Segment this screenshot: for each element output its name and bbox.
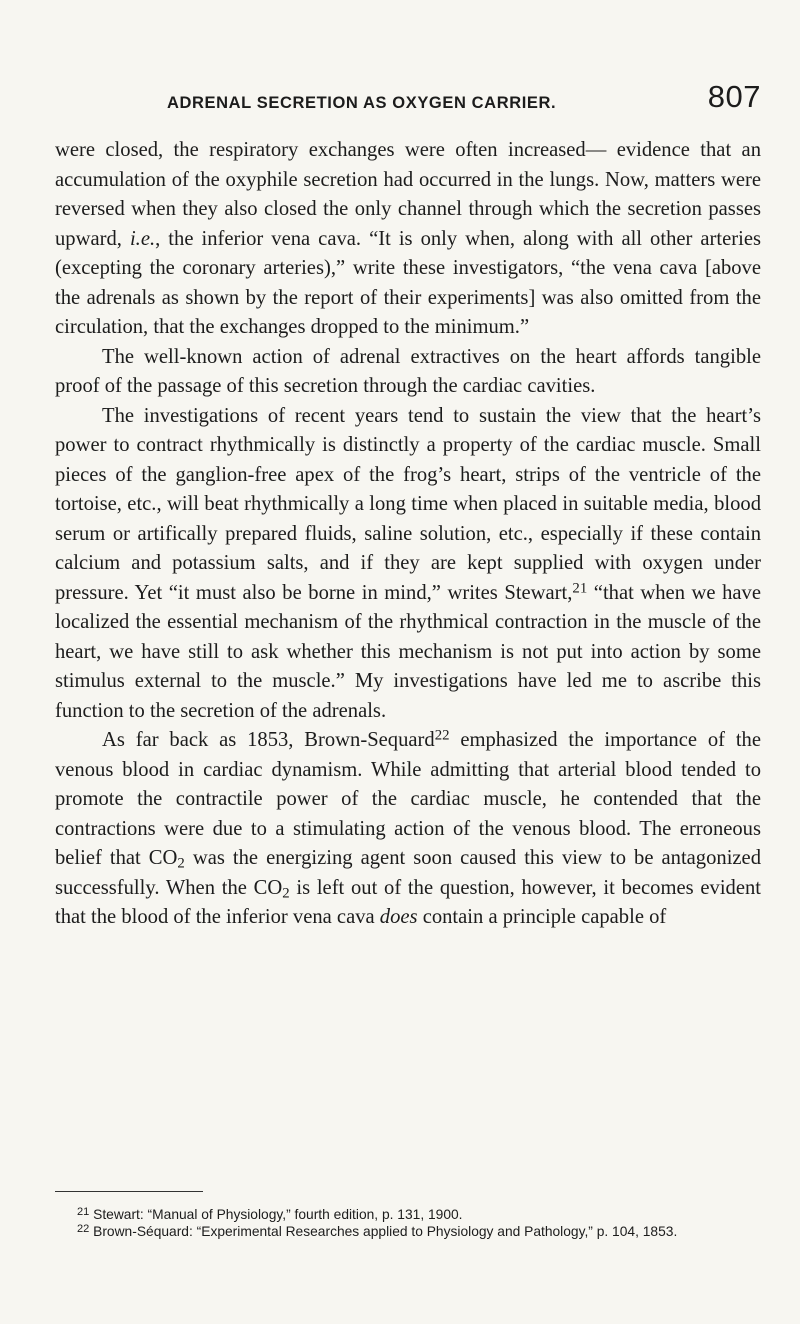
- body-text: [55, 136, 761, 933]
- subscript-2: 2: [177, 855, 185, 872]
- paragraph-4-text-c: was the energizing agent soon caused this view to be antagonized successfully. When the CO: [55, 847, 761, 899]
- footnote-21: [55, 1206, 761, 1223]
- paragraph-4-text-a: As far back as 1853, Brown-Sequard: [102, 729, 435, 751]
- footnote-divider: [55, 1191, 203, 1192]
- paragraph-4-text-d: is left out of the question, however, it becomes evident that the blood of the inferior vena cava: [55, 876, 761, 928]
- footnote-number: 22: [77, 1223, 90, 1236]
- paragraph-2: The well-known action of adrenal extractives on the heart affords tangible proof of the passage of this secretion through the cardiac cavities.: [55, 345, 761, 397]
- italic-ie: i.e.: [129, 227, 156, 250]
- paragraph-4-text-e: contain a principle capable of: [417, 906, 667, 928]
- running-head: ADRENAL SECRETION AS OXYGEN CARRIER.: [167, 94, 557, 112]
- paragraph-3-text-a: The investigations of recent years tend to sustain the view that the heart’s power to contract rhythmically is distinctly a property of the cardiac muscle. Small pieces of the ganglion-free apex of the frog’s heart, strips of the ventricle of the tortoise, etc., will beat rhythmically a long time when placed in suitable media, blood serum or artifically prepared fluids, saline solution, etc., especially if these contain calcium and potassium salts, and if they are kept supplied with oxygen under pressure. Yet “it must also be borne in mind,” writes Stewart,: [55, 404, 761, 604]
- footnote-22: [55, 1223, 761, 1240]
- subscript-2: 2: [282, 885, 290, 902]
- paragraph-1: [55, 136, 761, 343]
- paragraph-4: [55, 726, 761, 933]
- footnote-text: Brown-Séquard: “Experimental Researches applied to Physiology and Pathology,” p. 104, 1853.: [89, 1224, 678, 1239]
- footnote-number: 21: [77, 1206, 90, 1219]
- paragraph-1-text-b: , the inferior vena cava. “It is only when, along with all other arteries (excepting the coronary arteries),” write these investigators, “the vena cava [above the adrenals as shown by the report of their experiments] was also omitted from the circulation, that the exchanges dropped to the minimum.”: [55, 227, 761, 338]
- paragraph-1-text-a: were closed, the respiratory exchanges were often increased— evidence that an accumulation of the oxyphile secretion had occurred in the lungs. Now, matters were reversed when they also closed the only channel through which the secretion passes upward,: [55, 139, 761, 250]
- page-header: [55, 76, 761, 126]
- page-number: 807: [707, 79, 761, 114]
- footnote-text: Stewart: “Manual of Physiology,” fourth edition, p. 131, 1900.: [89, 1207, 463, 1222]
- footnote-ref-22[interactable]: 22: [434, 727, 450, 744]
- paragraph-4-text-b: emphasized the importance of the venous blood in cardiac dynamism. While admitting that arterial blood tended to promote the contractile power of the cardiac muscle, he contended that the contractions were due to a stimulating action of the venous blood. The erroneous belief that CO: [55, 729, 761, 869]
- paragraph-3-text-b: “that when we have localized the essential mechanism of the rhythmical contraction in the muscle of the heart, we have still to ask whether this mechanism is not put into action by some stimulus external to the muscle.” My investigations have led me to ascribe this function to the secretion of the adrenals.: [55, 581, 761, 722]
- paragraph-3: [55, 402, 761, 727]
- footnotes: [55, 1206, 761, 1240]
- italic-does: does: [379, 906, 418, 928]
- footnote-ref-21[interactable]: 21: [572, 579, 588, 596]
